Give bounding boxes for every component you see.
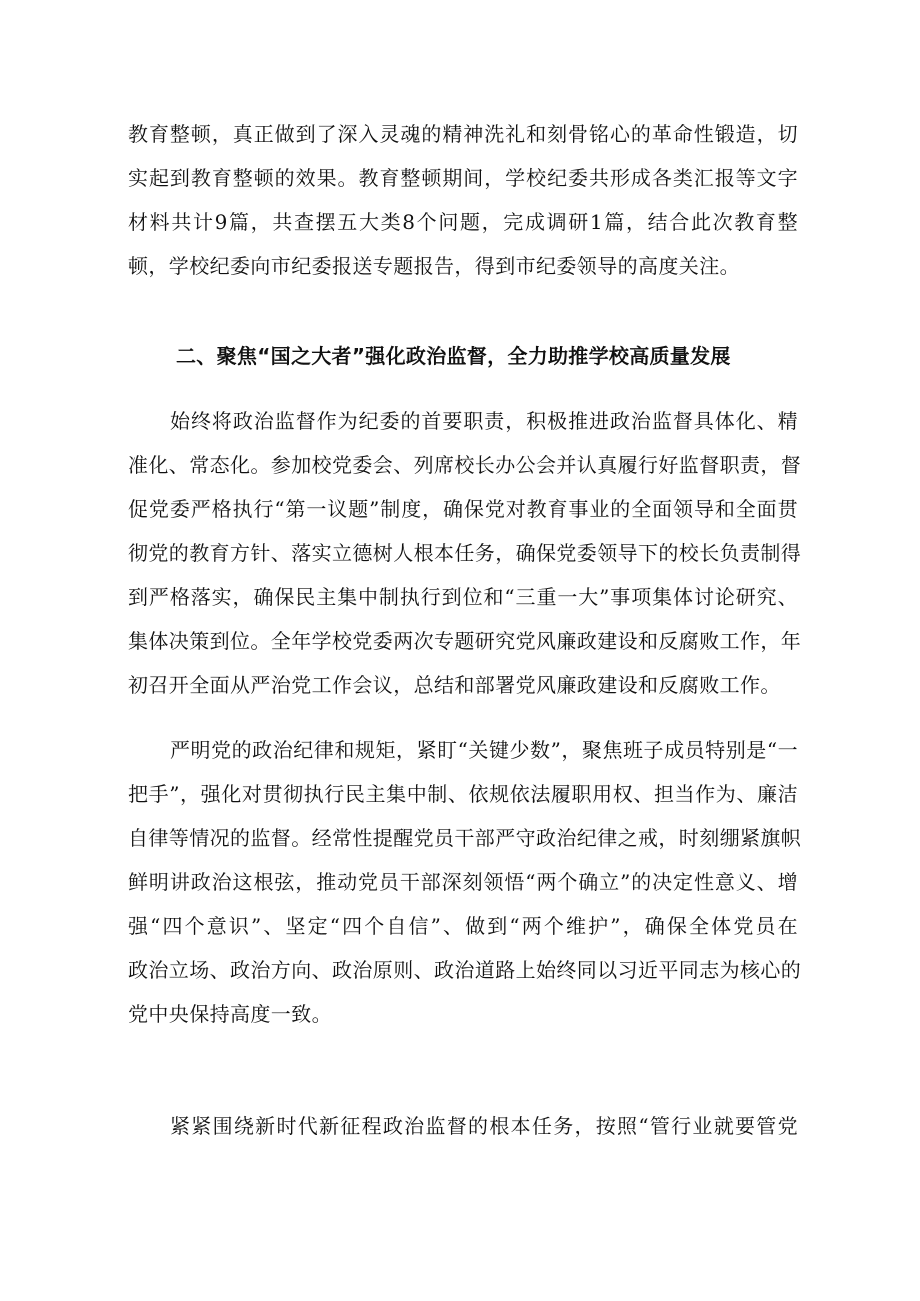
paragraph-line: 教育整顿，真正做到了深入灵魂的精神洗礼和刻骨铭心的革命性锻造，切 (128, 122, 798, 146)
paragraph-line: 把手”，强化对贯彻执行民主集中制、依规依法履职用权、担当作为、廉洁 (128, 782, 798, 806)
paragraph-line: 材料共计9篇，共查摆五大类8个问题，完成调研1篇，结合此次教育整 (128, 210, 798, 234)
paragraph-line: 严明党的政治纪律和规矩，紧盯“关键少数”，聚焦班子成员特别是“一 (170, 738, 798, 762)
paragraph-line: 顿，学校纪委向市纪委报送专题报告，得到市纪委领导的高度关注。 (128, 254, 740, 278)
paragraph-line: 紧紧围绕新时代新征程政治监督的根本任务，按照“管行业就要管党 (170, 1114, 798, 1138)
paragraph-line: 初召开全面从严治党工作会议，总结和部署党风廉政建设和反腐败工作。 (128, 673, 781, 697)
paragraph-line: 到严格落实，确保民主集中制执行到位和“三重一大”事项集体讨论研究、 (128, 585, 798, 609)
paragraph-2 (128, 399, 802, 707)
paragraph-line: 彻党的教育方针、落实立德树人根本任务，确保党委领导下的校长负责制得 (128, 541, 802, 565)
paragraph-line: 政治立场、政治方向、政治原则、政治道路上始终同以习近平同志为核心的 (128, 958, 802, 982)
paragraph-line: 强“四个意识”、坚定“四个自信”、做到“两个维护”，确保全体党员在 (128, 914, 798, 938)
paragraph-line: 党中央保持高度一致。 (128, 1002, 332, 1026)
paragraph-line: 鲜明讲政治这根弦，推动党员干部深刻领悟“两个确立”的决定性意义、增 (128, 870, 798, 894)
paragraph-line: 促党委严格执行“第一议题”制度，确保党对教育事业的全面领导和全面贯 (128, 497, 798, 521)
section-heading: 二、聚焦“国之大者”强化政治监督，全力助推学校高质量发展 (176, 344, 731, 368)
paragraph-1 (128, 112, 798, 288)
paragraph-line: 准化、常态化。参加校党委会、列席校长办公会并认真履行好监督职责，督 (128, 453, 802, 477)
paragraph-line: 始终将政治监督作为纪委的首要职责，积极推进政治监督具体化、精 (170, 409, 798, 433)
paragraph-line: 集体决策到位。全年学校党委两次专题研究党风廉政建设和反腐败工作，年 (128, 629, 802, 653)
paragraph-4 (128, 1104, 798, 1148)
paragraph-line: 自律等情况的监督。经常性提醒党员干部严守政治纪律之戒，时刻绷紧旗帜 (128, 826, 802, 850)
paragraph-3 (128, 728, 802, 1036)
paragraph-line: 实起到教育整顿的效果。教育整顿期间，学校纪委共形成各类汇报等文字 (128, 166, 798, 190)
